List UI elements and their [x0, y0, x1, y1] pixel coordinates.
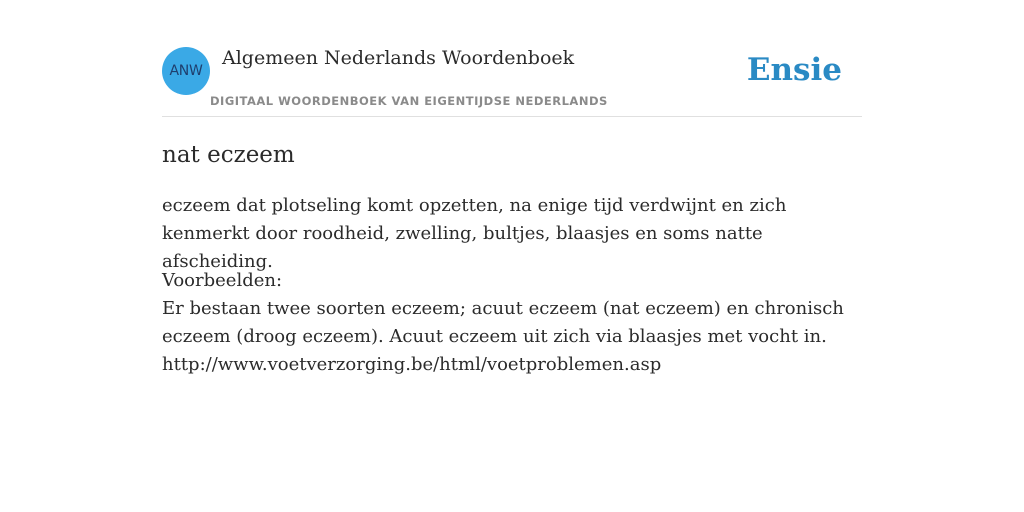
site-subtitle: DIGITAAL WOORDENBOEK VAN EIGENTIJDSE NEDERLANDS	[210, 94, 608, 108]
page	[162, 0, 862, 375]
entry-headword: nat eczeem	[162, 142, 295, 168]
site-header	[162, 0, 862, 117]
ensie-brand-link[interactable]: Ensie	[746, 52, 842, 88]
examples-label: Voorbeelden:	[162, 270, 283, 291]
examples-section	[162, 267, 862, 379]
entry-definition: eczeem dat plotseling komt opzetten, na enige tijd verdwijnt en zich kenmerkt door roodheid, zwelling, bultjes, blaasjes en soms natte afscheiding.	[162, 195, 787, 272]
example-text: Er bestaan twee soorten eczeem; acuut eczeem (nat eczeem) en chronisch eczeem (droog eczeem). Acuut eczeem uit zich via blaasjes met vocht in.	[162, 298, 844, 347]
example-source: http://www.voetverzorging.be/html/voetproblemen.asp	[162, 354, 662, 375]
site-title[interactable]: Algemeen Nederlands Woordenboek	[222, 47, 575, 69]
logo-text: ANW	[169, 63, 203, 79]
anw-logo[interactable]	[162, 47, 210, 95]
